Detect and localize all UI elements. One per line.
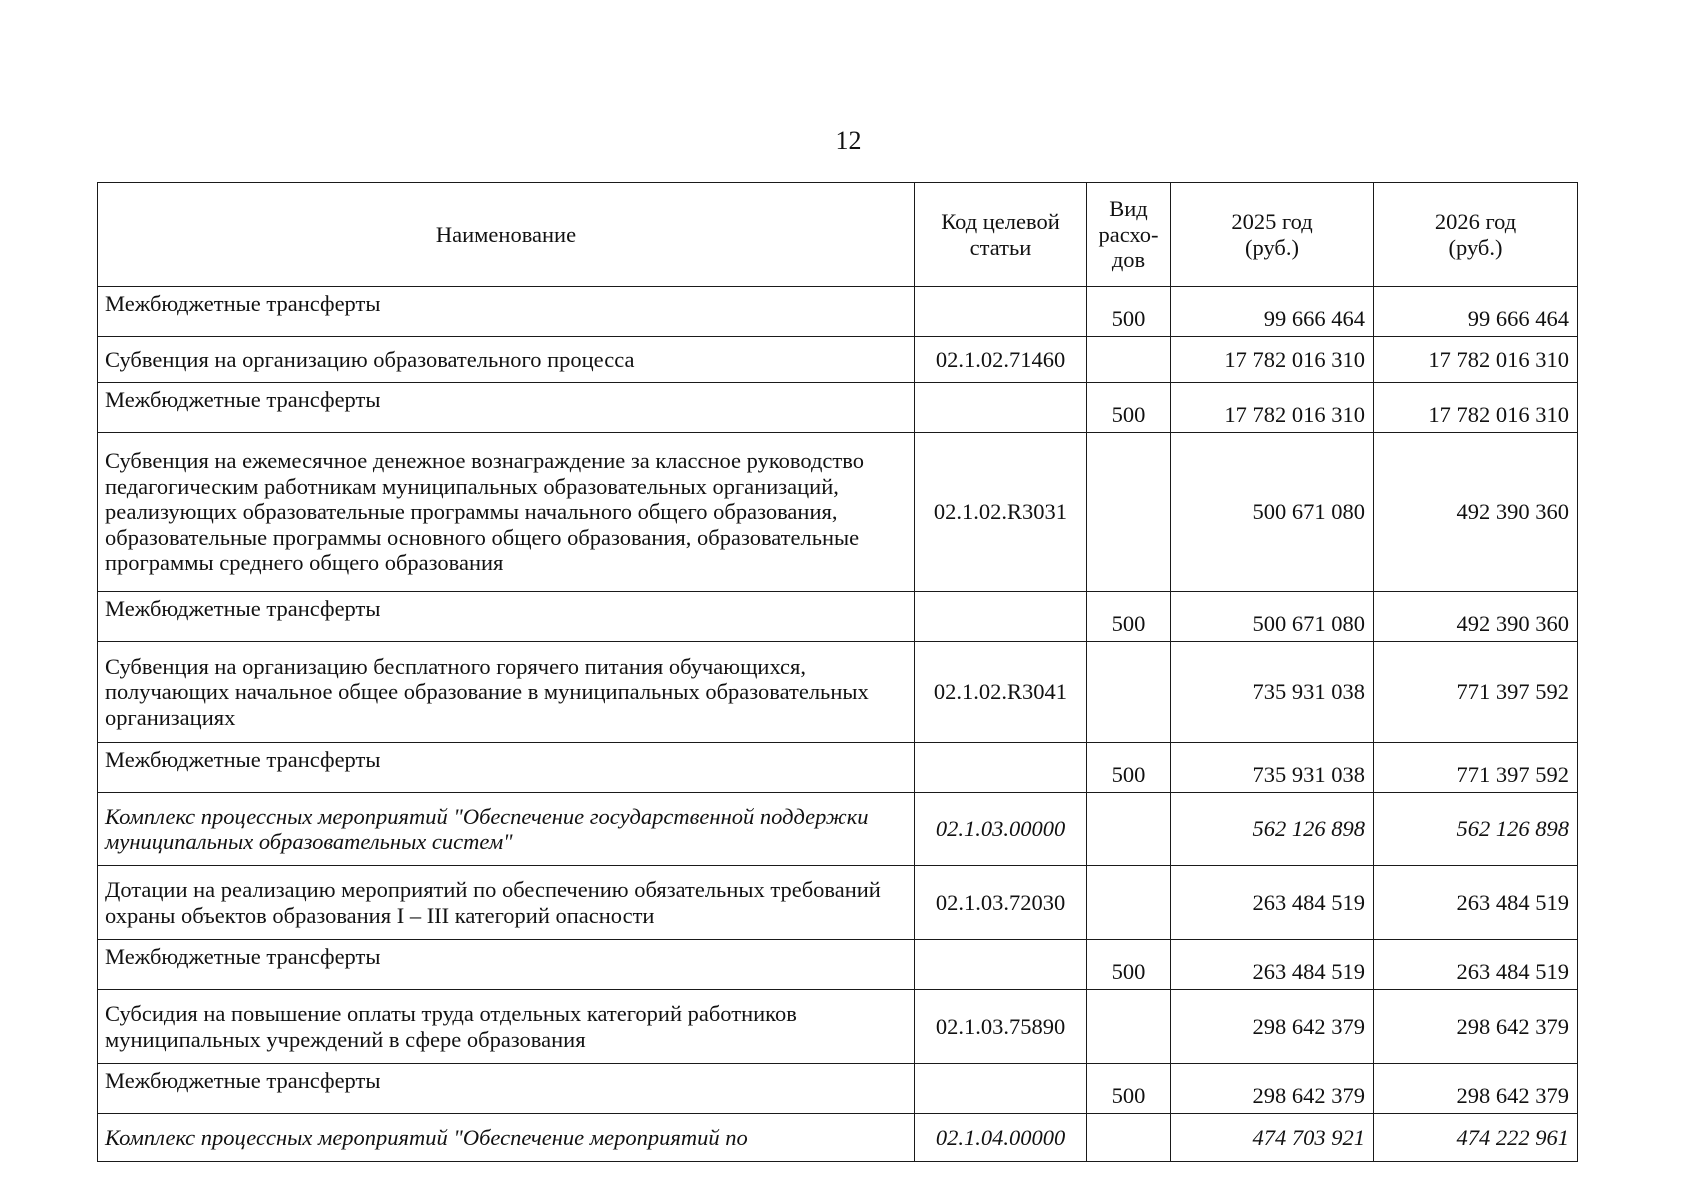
row-year-2025: 298 642 379 bbox=[1171, 990, 1374, 1064]
row-year-2026: 771 397 592 bbox=[1374, 743, 1578, 793]
row-year-2025: 17 782 016 310 bbox=[1171, 383, 1374, 433]
row-year-2026: 492 390 360 bbox=[1374, 592, 1578, 642]
row-code bbox=[915, 1064, 1087, 1114]
row-kind bbox=[1087, 990, 1171, 1064]
row-year-2025: 474 703 921 bbox=[1171, 1114, 1374, 1162]
row-code bbox=[915, 743, 1087, 793]
page-number: 12 bbox=[835, 126, 862, 155]
row-kind bbox=[1087, 433, 1171, 592]
row-year-2025: 263 484 519 bbox=[1171, 866, 1374, 940]
row-year-2025: 735 931 038 bbox=[1171, 642, 1374, 743]
row-year-2026: 99 666 464 bbox=[1374, 287, 1578, 337]
row-year-2026: 492 390 360 bbox=[1374, 433, 1578, 592]
row-year-2026: 562 126 898 bbox=[1374, 793, 1578, 866]
row-year-2025: 17 782 016 310 bbox=[1171, 337, 1374, 383]
table-header-row bbox=[98, 183, 1578, 287]
row-kind: 500 bbox=[1087, 592, 1171, 642]
header-year-2025: 2025 год (руб.) bbox=[1171, 183, 1374, 287]
table-row bbox=[98, 990, 1578, 1064]
row-kind: 500 bbox=[1087, 743, 1171, 793]
row-name: Субвенция на ежемесячное денежное вознаграждение за классное руководство педагогическим работникам муниципальных образовательных организаций, реализующих образовательные программы начального общего образования, образовательные программы основного общего образования, образовательные программы среднего общего образования bbox=[98, 433, 915, 592]
row-name: Межбюджетные трансферты bbox=[98, 743, 915, 793]
row-name: Межбюджетные трансферты bbox=[98, 940, 915, 990]
row-code: 02.1.04.00000 bbox=[915, 1114, 1087, 1162]
table-row bbox=[98, 383, 1578, 433]
row-kind: 500 bbox=[1087, 383, 1171, 433]
row-name: Субсидия на повышение оплаты труда отдельных категорий работников муниципальных учреждений в сфере образования bbox=[98, 990, 915, 1064]
row-code bbox=[915, 287, 1087, 337]
row-year-2026: 17 782 016 310 bbox=[1374, 383, 1578, 433]
row-year-2026: 17 782 016 310 bbox=[1374, 337, 1578, 383]
table-row bbox=[98, 743, 1578, 793]
row-code bbox=[915, 592, 1087, 642]
row-year-2025: 735 931 038 bbox=[1171, 743, 1374, 793]
row-year-2025: 562 126 898 bbox=[1171, 793, 1374, 866]
row-code: 02.1.02.R3041 bbox=[915, 642, 1087, 743]
header-name: Наименование bbox=[98, 183, 915, 287]
row-year-2026: 263 484 519 bbox=[1374, 866, 1578, 940]
row-kind bbox=[1087, 1114, 1171, 1162]
table-row bbox=[98, 940, 1578, 990]
row-year-2026: 474 222 961 bbox=[1374, 1114, 1578, 1162]
row-kind bbox=[1087, 642, 1171, 743]
row-name: Субвенция на организацию образовательного процесса bbox=[98, 337, 915, 383]
table-row bbox=[98, 433, 1578, 592]
table-row bbox=[98, 592, 1578, 642]
row-kind bbox=[1087, 793, 1171, 866]
table-row bbox=[98, 1114, 1578, 1162]
row-name: Межбюджетные трансферты bbox=[98, 592, 915, 642]
row-kind bbox=[1087, 866, 1171, 940]
row-name: Межбюджетные трансферты bbox=[98, 287, 915, 337]
table-row bbox=[98, 1064, 1578, 1114]
row-year-2025: 263 484 519 bbox=[1171, 940, 1374, 990]
header-kind: Вид расхо- дов bbox=[1087, 183, 1171, 287]
row-year-2025: 500 671 080 bbox=[1171, 433, 1374, 592]
table-row bbox=[98, 337, 1578, 383]
row-code: 02.1.03.75890 bbox=[915, 990, 1087, 1064]
row-code: 02.1.03.72030 bbox=[915, 866, 1087, 940]
row-kind: 500 bbox=[1087, 940, 1171, 990]
row-year-2025: 500 671 080 bbox=[1171, 592, 1374, 642]
row-year-2025: 298 642 379 bbox=[1171, 1064, 1374, 1114]
header-code: Код целевой статьи bbox=[915, 183, 1087, 287]
row-name: Межбюджетные трансферты bbox=[98, 383, 915, 433]
table-row bbox=[98, 287, 1578, 337]
row-year-2025: 99 666 464 bbox=[1171, 287, 1374, 337]
row-code bbox=[915, 383, 1087, 433]
row-year-2026: 298 642 379 bbox=[1374, 990, 1578, 1064]
row-name: Дотации на реализацию мероприятий по обеспечению обязательных требований охраны объектов образования I – III категорий опасности bbox=[98, 866, 915, 940]
table-row bbox=[98, 866, 1578, 940]
row-name: Межбюджетные трансферты bbox=[98, 1064, 915, 1114]
row-name: Комплекс процессных мероприятий "Обеспечение мероприятий по bbox=[98, 1114, 915, 1162]
row-year-2026: 771 397 592 bbox=[1374, 642, 1578, 743]
row-code: 02.1.02.R3031 bbox=[915, 433, 1087, 592]
row-name: Комплекс процессных мероприятий "Обеспечение государственной поддержки муниципальных образовательных систем" bbox=[98, 793, 915, 866]
row-code: 02.1.02.71460 bbox=[915, 337, 1087, 383]
table-row bbox=[98, 642, 1578, 743]
row-year-2026: 298 642 379 bbox=[1374, 1064, 1578, 1114]
row-kind: 500 bbox=[1087, 1064, 1171, 1114]
row-name: Субвенция на организацию бесплатного горячего питания обучающихся, получающих начальное общее образование в муниципальных образовательных организациях bbox=[98, 642, 915, 743]
table-row bbox=[98, 793, 1578, 866]
row-year-2026: 263 484 519 bbox=[1374, 940, 1578, 990]
row-code bbox=[915, 940, 1087, 990]
row-kind: 500 bbox=[1087, 287, 1171, 337]
budget-table bbox=[97, 182, 1578, 1162]
row-kind bbox=[1087, 337, 1171, 383]
row-code: 02.1.03.00000 bbox=[915, 793, 1087, 866]
header-year-2026: 2026 год (руб.) bbox=[1374, 183, 1578, 287]
